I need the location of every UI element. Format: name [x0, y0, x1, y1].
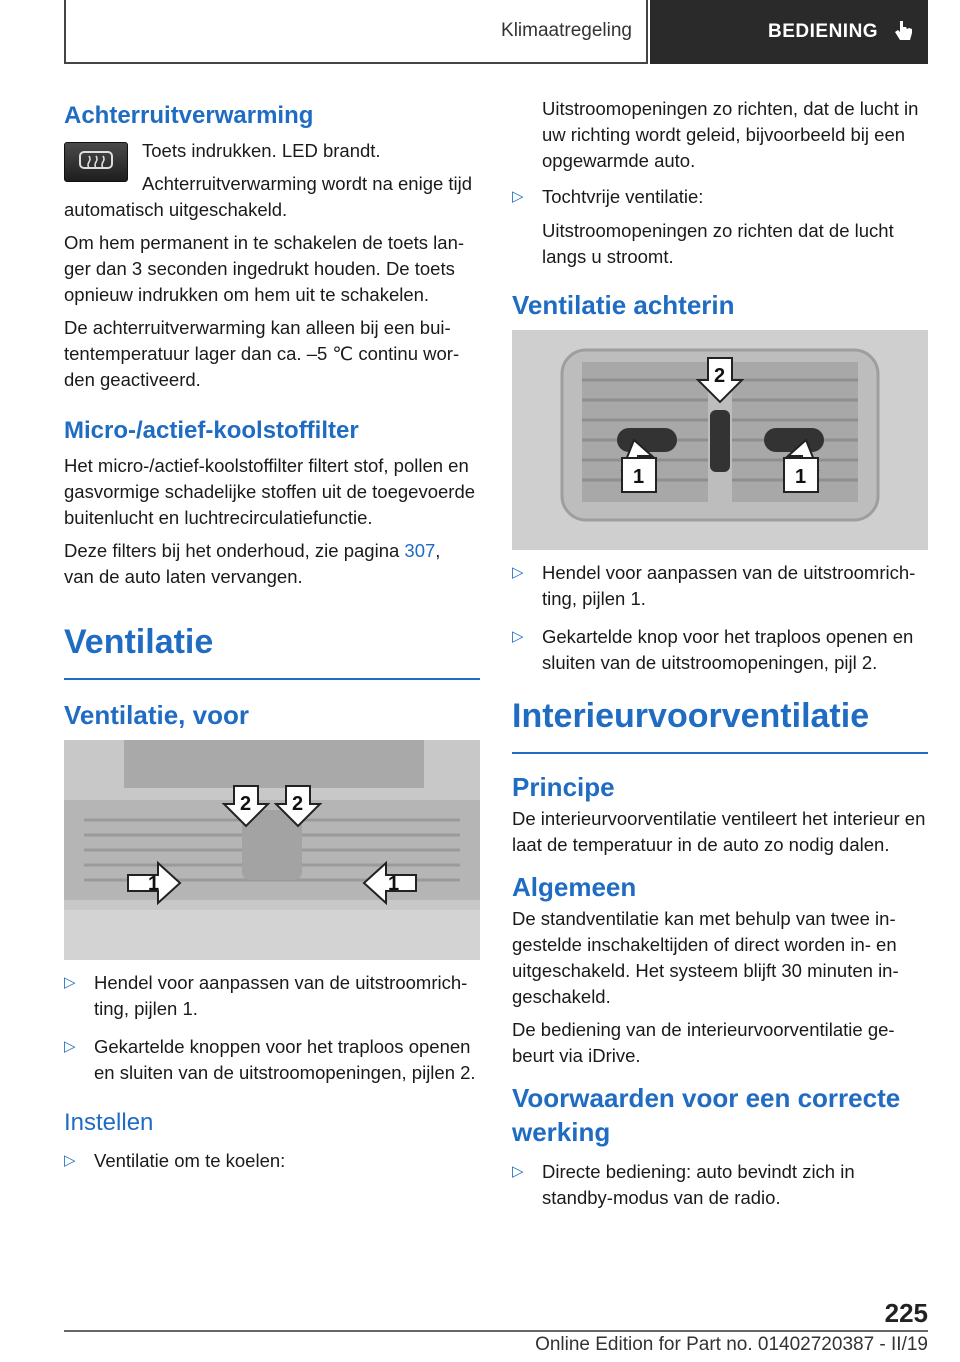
front-label-1a: 1: [148, 873, 160, 895]
list-item-text: Ventilatie om te koelen:: [94, 1150, 286, 1171]
heading-filter: Micro-/actief-koolstoffilter: [64, 417, 359, 444]
paragraph-permanent: Om hem permanent in te schakelen de toets langer dan 3 seconden ingedrukt houden. De toets opnieuw indrukken om hem uit te schakelen.: [64, 232, 465, 305]
settings-list: [64, 1148, 480, 1174]
replace-comma: ,: [435, 540, 441, 561]
heading-ventilation: Ventilatie: [64, 620, 480, 680]
page-link-307[interactable]: 307: [404, 540, 436, 561]
paragraph-general-2: De bediening van de interieurvoorventilatie gebeurt via iDrive.: [512, 1019, 895, 1066]
hand-pointer-icon: [892, 20, 914, 44]
page-number: 225: [884, 1298, 928, 1328]
list-item-text: Hendel voor aanpassen van de uitstroomrichting, pijlen 1.: [542, 562, 916, 609]
list-item: [512, 184, 928, 210]
heading-principle: Principe: [512, 772, 615, 802]
front-label-2a: 2: [240, 793, 252, 815]
rear-window-heating-icon: [76, 150, 116, 174]
replace-text: Deze filters bij het onderhoud, zie pagina: [64, 540, 405, 561]
conditions-list: [512, 1159, 928, 1211]
heading-settings: Instellen: [64, 1109, 154, 1136]
heading-general: Algemeen: [512, 872, 637, 902]
triangle-right-icon: ▷: [512, 1163, 524, 1180]
list-item: [64, 1148, 480, 1174]
paragraph-cooling-direction: Uitstroomopeningen zo richten, dat de lucht in uw richting wordt geleid, bijvoorbeeld bij een opgewarmde auto.: [542, 98, 919, 171]
list-item-text: Directe bediening: auto bevindt zich in standby-modus van de radio.: [542, 1161, 855, 1208]
list-item: [512, 624, 928, 676]
list-item: [512, 560, 928, 612]
heading-ventilation-front: Ventilatie, voor: [64, 700, 249, 730]
front-vent-photo: [64, 740, 480, 960]
paragraph-principle: De interieurvoorventilatie ventileert het interieur en laat de temperatuur in de auto zo nodig dalen.: [512, 808, 926, 855]
right-column: [512, 96, 928, 1223]
footer-edition: Online Edition for Part no. 01402720387 - II/19: [535, 1334, 928, 1355]
triangle-right-icon: ▷: [64, 1152, 76, 1169]
triangle-right-icon: ▷: [512, 188, 524, 205]
heading-ventilation-rear: Ventilatie achterin: [512, 290, 735, 320]
paragraph-general-1: De standventilatie kan met behulp van twee ingestelde inschakeltijden of direct worden in- en uitgeschakeld. Het systeem blijft 30 minuten ingeschakeld.: [512, 908, 899, 1007]
footer-divider: [64, 1330, 928, 1332]
heading-conditions: Voorwaarden voor een correcte werking: [512, 1083, 901, 1147]
list-item: [512, 1159, 928, 1211]
rear-label-2: 2: [714, 365, 726, 387]
rear-label-1a: 1: [633, 466, 645, 488]
rear-window-heating-button: [64, 142, 128, 182]
paragraph-draft: Uitstroomopeningen zo richten dat de lucht langs u stroomt.: [542, 220, 894, 267]
triangle-right-icon: ▷: [64, 974, 76, 991]
left-column: [64, 100, 480, 1186]
paragraph-auto-off: Achterruitverwarming wordt na enige tijd automatisch uitgeschakeld.: [64, 173, 473, 220]
list-item-text: Gekartelde knoppen voor het traploos openen en sluiten van de uitstroomopeningen, pijlen 2.: [94, 1036, 476, 1083]
paragraph-filter: Het micro-/actief-koolstoffilter filtert stof, pollen en gasvormige schadelijke stoffen uit de toegevoerde buitenlucht en luchtrecirculatiefunctie.: [64, 455, 476, 528]
chapter-title: Klimaatregeling: [501, 20, 632, 41]
rear-label-1b: 1: [795, 466, 807, 488]
front-label-2b: 2: [292, 793, 304, 815]
paragraph-temperature: De achterruitverwarming kan alleen bij een buitentemperatuur lager dan ca. –5 ℃ continu worden geactiveerd.: [64, 317, 460, 390]
list-item-text: Tochtvrije ventilatie:: [542, 186, 704, 207]
list-item: [64, 1034, 480, 1086]
paragraph-press-button: Toets indrukken. LED brandt.: [142, 140, 381, 161]
header-section: [650, 0, 928, 64]
draft-list: [512, 184, 928, 210]
list-item-text: Hendel voor aanpassen van de uitstroomrichting, pijlen 1.: [94, 972, 468, 1019]
front-label-1b: 1: [388, 873, 400, 895]
rear-vent-list: [512, 560, 928, 676]
triangle-right-icon: ▷: [512, 628, 524, 645]
header-chapter: [64, 0, 648, 64]
rear-vent-photo: [512, 330, 928, 550]
heading-interior-preventilation: Interieurvoorventilatie: [512, 694, 928, 754]
triangle-right-icon: ▷: [512, 564, 524, 581]
list-item-text: Gekartelde knop voor het traploos openen en sluiten van de uitstroomopeningen, pijl 2.: [542, 626, 914, 673]
replace-text-end: van de auto laten vervangen.: [64, 566, 303, 587]
list-item: [64, 970, 480, 1022]
triangle-right-icon: ▷: [64, 1038, 76, 1055]
section-title: BEDIENING: [768, 21, 879, 42]
front-vent-list: [64, 970, 480, 1086]
heading-rear-window-heating: Achterruitverwarming: [64, 102, 314, 129]
paragraph-replace: [64, 538, 480, 590]
